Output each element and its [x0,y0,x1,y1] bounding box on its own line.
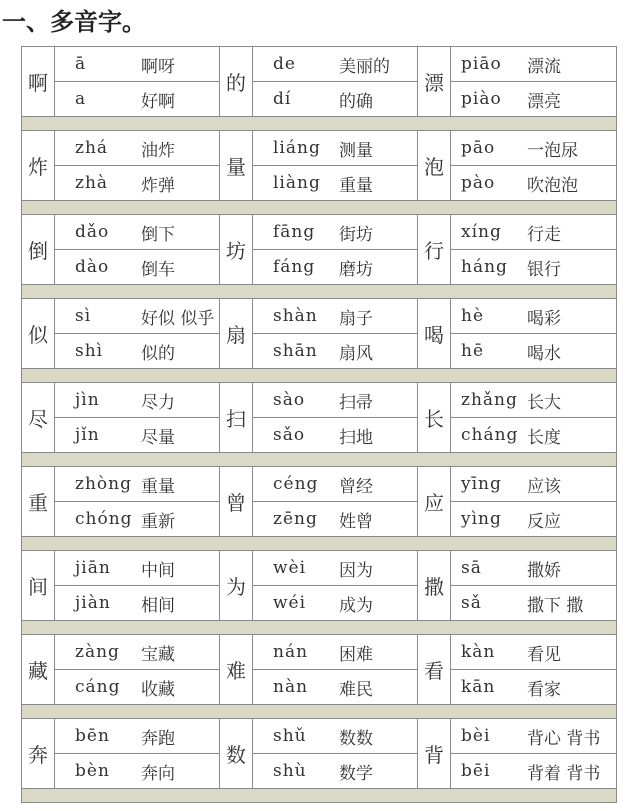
reading-row [55,81,219,116]
char-entry [22,383,219,452]
polyphonic-character: 的 [220,47,253,116]
pinyin: bēn [75,726,110,746]
example-words: 数学 [339,763,373,784]
pinyin: céng [273,474,319,494]
reading-row [55,47,219,81]
reading-row [253,215,417,249]
reading-row [253,669,417,704]
polyphonic-character: 应 [418,467,451,536]
char-entry [22,551,219,620]
char-group-row [22,551,616,621]
reading-row [55,719,219,753]
row-separator [22,621,616,635]
example-words: 街坊 [339,224,373,245]
example-words: 因为 [339,560,373,581]
reading-row [451,501,616,536]
pinyin: dǎo [75,222,110,242]
row-separator [22,453,616,467]
pinyin: piāo [461,54,502,74]
pinyin: xíng [461,222,502,242]
pinyin: bèi [461,726,491,746]
reading-row [253,47,417,81]
example-words: 长大 [527,392,561,413]
readings-list [55,383,219,452]
row-separator [22,705,616,719]
char-entry [219,215,417,284]
polyphonic-character: 扇 [220,299,253,368]
example-words: 行走 [527,224,561,245]
pinyin: shǔ [273,726,307,746]
reading-row [253,417,417,452]
reading-row [253,635,417,669]
reading-row [451,719,616,753]
polyphonic-character: 炸 [22,131,55,200]
pinyin: kān [461,677,496,697]
char-entry [22,215,219,284]
reading-row [253,383,417,417]
reading-row [451,753,616,788]
example-words: 扫地 [339,427,373,448]
example-words: 似的 [141,343,175,364]
reading-row [451,131,616,165]
char-entry [417,467,616,536]
pinyin: zhà [75,173,109,193]
example-words: 漂亮 [527,91,561,112]
reading-row [451,417,616,452]
pinyin: shì [75,341,104,361]
char-entry [219,635,417,704]
char-group-row [22,215,616,285]
readings-list [451,215,616,284]
readings-list [451,47,616,116]
pinyin: sā [461,558,482,578]
pinyin: cháng [461,425,519,445]
readings-list [253,467,417,536]
pinyin: yīng [461,474,502,494]
readings-list [55,635,219,704]
pinyin: jǐn [75,425,100,445]
pinyin: pào [461,173,496,193]
pinyin: jiān [75,558,111,578]
pinyin: jìn [75,390,100,410]
readings-list [451,383,616,452]
readings-list [55,551,219,620]
polyphonic-character: 啊 [22,47,55,116]
reading-row [253,81,417,116]
example-words: 姓曾 [339,511,373,532]
pinyin: dào [75,257,110,277]
reading-row [253,585,417,620]
pinyin: sào [273,390,306,410]
readings-list [55,131,219,200]
char-entry [417,299,616,368]
pinyin: kàn [461,642,496,662]
example-words: 背着 背书 [527,763,601,784]
pinyin: wèi [273,558,307,578]
example-words: 扇风 [339,343,373,364]
polyphonic-character: 量 [220,131,253,200]
example-words: 磨坊 [339,259,373,280]
polyphonic-character: 难 [220,635,253,704]
char-entry [417,551,616,620]
row-separator [22,537,616,551]
pinyin: háng [461,257,508,277]
example-words: 反应 [527,511,561,532]
pinyin: fáng [273,257,316,277]
polyphonic-character: 长 [418,383,451,452]
char-entry [219,299,417,368]
pinyin: nàn [273,677,309,697]
pinyin: pāo [461,138,496,158]
polyphonic-character: 看 [418,635,451,704]
char-entry [22,635,219,704]
example-words: 看见 [527,644,561,665]
reading-row [451,333,616,368]
readings-list [55,215,219,284]
char-entry [22,467,219,536]
example-words: 长度 [527,427,561,448]
example-words: 倒下 [141,224,175,245]
polyphonic-character: 行 [418,215,451,284]
char-entry [22,299,219,368]
polyphonic-character: 背 [418,719,451,788]
readings-list [253,551,417,620]
reading-row [55,299,219,333]
reading-row [55,585,219,620]
char-group-row [22,299,616,369]
reading-row [451,81,616,116]
example-words: 喝彩 [527,308,561,329]
pinyin: yìng [461,509,502,529]
reading-row [451,249,616,284]
reading-row [253,131,417,165]
example-words: 银行 [527,259,561,280]
polyphonic-character: 藏 [22,635,55,704]
char-group-row [22,131,616,201]
readings-list [253,383,417,452]
char-group-row [22,47,616,117]
readings-list [253,47,417,116]
pinyin: wéi [273,593,307,613]
example-words: 撒娇 [527,560,561,581]
reading-row [451,165,616,200]
reading-row [253,753,417,788]
reading-row [253,299,417,333]
readings-list [451,551,616,620]
reading-row [253,467,417,501]
readings-list [55,299,219,368]
char-group-row [22,635,616,705]
example-words: 喝水 [527,343,561,364]
readings-list [451,131,616,200]
polyphonic-character: 喝 [418,299,451,368]
example-words: 奔向 [141,763,175,784]
pinyin: fāng [273,222,316,242]
reading-row [451,299,616,333]
pinyin: shàn [273,306,318,326]
reading-row [253,249,417,284]
row-separator [22,789,616,802]
example-words: 好啊 [141,91,175,112]
example-words: 宝藏 [141,644,175,665]
polyphonic-character: 曾 [220,467,253,536]
example-words: 好似 似乎 [141,308,215,329]
polyphonic-character: 为 [220,551,253,620]
example-words: 重量 [339,175,373,196]
row-separator [22,369,616,383]
example-words: 收藏 [141,679,175,700]
example-words: 中间 [141,560,175,581]
example-words: 炸弹 [141,175,175,196]
pinyin: zhòng [75,474,132,494]
reading-row [55,635,219,669]
polyphonic-character: 漂 [418,47,451,116]
pinyin: shù [273,761,307,781]
example-words: 一泡尿 [527,140,578,161]
reading-row [55,417,219,452]
polyphonic-table [21,46,617,803]
pinyin: sǎo [273,425,306,445]
example-words: 尽力 [141,392,175,413]
example-words: 应该 [527,476,561,497]
reading-row [451,47,616,81]
char-entry [417,131,616,200]
pinyin: bèn [75,761,110,781]
readings-list [451,467,616,536]
reading-row [55,467,219,501]
readings-list [253,131,417,200]
example-words: 美丽的 [339,56,390,77]
readings-list [55,47,219,116]
example-words: 漂流 [527,56,561,77]
pinyin: sì [75,306,92,326]
reading-row [253,719,417,753]
example-words: 背心 背书 [527,728,601,749]
row-separator [22,285,616,299]
reading-row [451,551,616,585]
pinyin: liáng [273,138,321,158]
char-entry [417,635,616,704]
example-words: 难民 [339,679,373,700]
polyphonic-character: 泡 [418,131,451,200]
pinyin: dí [273,89,292,109]
readings-list [253,299,417,368]
example-words: 数数 [339,728,373,749]
readings-list [451,299,616,368]
char-entry [417,719,616,788]
char-entry [219,383,417,452]
char-entry [219,551,417,620]
polyphonic-character: 似 [22,299,55,368]
pinyin: piào [461,89,502,109]
reading-row [451,669,616,704]
char-entry [22,47,219,116]
example-words: 尽量 [141,427,175,448]
example-words: 扫帚 [339,392,373,413]
example-words: 重新 [141,511,175,532]
readings-list [253,635,417,704]
reading-row [253,551,417,585]
pinyin: zhá [75,138,109,158]
char-entry [219,47,417,116]
row-separator [22,117,616,131]
readings-list [253,215,417,284]
row-separator [22,201,616,215]
reading-row [55,501,219,536]
pinyin: a [75,89,87,109]
pinyin: bēi [461,761,491,781]
polyphonic-character: 坊 [220,215,253,284]
reading-row [55,215,219,249]
char-entry [22,131,219,200]
polyphonic-character: 奔 [22,719,55,788]
page-heading: 一、多音字。 [2,8,146,36]
example-words: 重量 [141,476,175,497]
reading-row [55,753,219,788]
reading-row [253,333,417,368]
polyphonic-character: 间 [22,551,55,620]
char-entry [417,215,616,284]
pinyin: liàng [273,173,321,193]
pinyin: zàng [75,642,120,662]
readings-list [55,719,219,788]
char-group-row [22,467,616,537]
example-words: 看家 [527,679,561,700]
char-entry [417,47,616,116]
example-words: 吹泡泡 [527,175,578,196]
char-entry [219,467,417,536]
pinyin: jiàn [75,593,111,613]
polyphonic-character: 数 [220,719,253,788]
reading-row [55,333,219,368]
reading-row [55,249,219,284]
example-words: 测量 [339,140,373,161]
example-words: 的确 [339,91,373,112]
char-group-row [22,383,616,453]
char-group-row [22,719,616,789]
reading-row [55,165,219,200]
example-words: 啊呀 [141,56,175,77]
pinyin: ā [75,54,87,74]
example-words: 奔跑 [141,728,175,749]
reading-row [55,383,219,417]
example-words: 相间 [141,595,175,616]
char-entry [219,131,417,200]
reading-row [253,165,417,200]
pinyin: chóng [75,509,133,529]
reading-row [451,585,616,620]
char-entry [219,719,417,788]
reading-row [55,131,219,165]
example-words: 撒下 撒 [527,595,584,616]
pinyin: nán [273,642,309,662]
example-words: 倒车 [141,259,175,280]
polyphonic-character: 重 [22,467,55,536]
pinyin: de [273,54,296,74]
pinyin: sǎ [461,593,482,613]
pinyin: hè [461,306,485,326]
pinyin: cáng [75,677,121,697]
char-entry [22,719,219,788]
pinyin: zēng [273,509,318,529]
polyphonic-character: 撒 [418,551,451,620]
reading-row [55,551,219,585]
pinyin: hē [461,341,485,361]
readings-list [451,719,616,788]
example-words: 曾经 [339,476,373,497]
reading-row [451,215,616,249]
polyphonic-character: 倒 [22,215,55,284]
reading-row [451,467,616,501]
readings-list [451,635,616,704]
char-entry [417,383,616,452]
reading-row [253,501,417,536]
example-words: 成为 [339,595,373,616]
example-words: 困难 [339,644,373,665]
readings-list [253,719,417,788]
polyphonic-character: 扫 [220,383,253,452]
example-words: 油炸 [141,140,175,161]
reading-row [451,383,616,417]
polyphonic-character: 尽 [22,383,55,452]
pinyin: zhǎng [461,390,518,410]
reading-row [451,635,616,669]
example-words: 扇子 [339,308,373,329]
reading-row [55,669,219,704]
pinyin: shān [273,341,318,361]
readings-list [55,467,219,536]
